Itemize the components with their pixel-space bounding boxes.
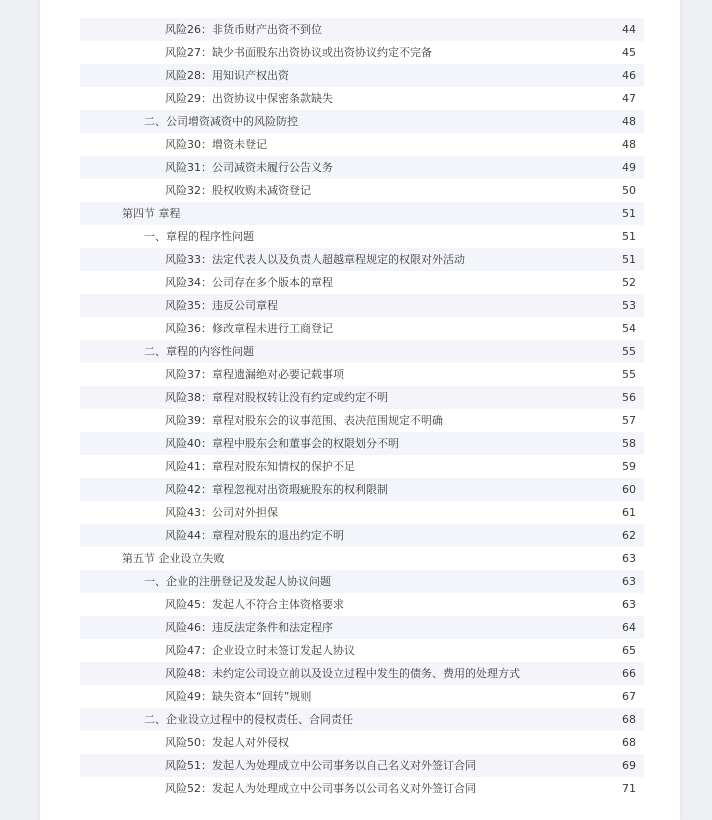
toc-section[interactable] — [80, 547, 644, 570]
toc-entry-label: 风险45：发起人不符合主体资格要求 — [165, 598, 344, 611]
toc-entry[interactable] — [80, 317, 644, 340]
toc-entry[interactable] — [80, 248, 644, 271]
toc-entry[interactable] — [80, 754, 644, 777]
table-of-contents — [80, 18, 644, 800]
toc-entry[interactable] — [80, 501, 644, 524]
toc-entry-page: 48 — [622, 115, 636, 128]
toc-entry-page: 44 — [622, 23, 636, 36]
toc-entry-page: 53 — [622, 299, 636, 312]
toc-entry-label: 风险27：缺少书面股东出资协议或出资协议约定不完备 — [165, 46, 432, 59]
toc-entry-page: 67 — [622, 690, 636, 703]
toc-entry-label: 风险34：公司存在多个版本的章程 — [165, 276, 333, 289]
toc-entry-page: 60 — [622, 483, 636, 496]
toc-entry[interactable] — [80, 524, 644, 547]
toc-entry-label: 风险32：股权收购未减资登记 — [165, 184, 311, 197]
toc-entry-page: 63 — [622, 552, 636, 565]
toc-entry-page: 54 — [622, 322, 636, 335]
toc-section[interactable] — [80, 202, 644, 225]
toc-entry[interactable] — [80, 156, 644, 179]
toc-entry-label: 风险48：未约定公司设立前以及设立过程中发生的债务、费用的处理方式 — [165, 667, 520, 680]
toc-subsection-label: 二、章程的内容性问题 — [144, 345, 254, 358]
toc-entry-page: 69 — [622, 759, 636, 772]
toc-entry-page: 51 — [622, 253, 636, 266]
toc-entry-label: 风险43：公司对外担保 — [165, 506, 278, 519]
toc-entry-label: 风险39：章程对股东会的议事范围、表决范围规定不明确 — [165, 414, 443, 427]
toc-entry-page: 65 — [622, 644, 636, 657]
toc-entry-page: 50 — [622, 184, 636, 197]
toc-entry-label: 风险44：章程对股东的退出约定不明 — [165, 529, 344, 542]
toc-subsection[interactable] — [80, 570, 644, 593]
toc-entry-label: 风险50：发起人对外侵权 — [165, 736, 289, 749]
toc-entry[interactable] — [80, 133, 644, 156]
toc-entry[interactable] — [80, 639, 644, 662]
toc-entry-label: 风险26：非货币财产出资不到位 — [165, 23, 322, 36]
toc-entry[interactable] — [80, 41, 644, 64]
toc-entry-page: 61 — [622, 506, 636, 519]
toc-entry-label: 风险38：章程对股权转让没有约定或约定不明 — [165, 391, 388, 404]
toc-entry-page: 55 — [622, 368, 636, 381]
toc-entry-page: 46 — [622, 69, 636, 82]
toc-entry-label: 风险51：发起人为处理成立中公司事务以自己名义对外签订合同 — [165, 759, 476, 772]
toc-entry-label: 风险47：企业设立时未签订发起人协议 — [165, 644, 355, 657]
toc-entry-label: 风险28：用知识产权出资 — [165, 69, 289, 82]
toc-subsection[interactable] — [80, 708, 644, 731]
toc-entry-page: 49 — [622, 161, 636, 174]
toc-entry-page: 48 — [622, 138, 636, 151]
toc-entry-page: 66 — [622, 667, 636, 680]
toc-entry-page: 62 — [622, 529, 636, 542]
toc-entry[interactable] — [80, 455, 644, 478]
toc-entry-label: 风险52：发起人为处理成立中公司事务以公司名义对外签订合同 — [165, 782, 476, 795]
toc-entry[interactable] — [80, 271, 644, 294]
toc-entry-label: 风险42：章程忽视对出资瑕疵股东的权利限制 — [165, 483, 388, 496]
toc-entry[interactable] — [80, 478, 644, 501]
toc-entry-label: 风险35：违反公司章程 — [165, 299, 278, 312]
toc-entry[interactable] — [80, 386, 644, 409]
toc-entry-page: 58 — [622, 437, 636, 450]
toc-entry[interactable] — [80, 731, 644, 754]
toc-entry-label: 风险49：缺失资本“回转”规则 — [165, 690, 312, 703]
toc-entry-page: 63 — [622, 598, 636, 611]
toc-subsection[interactable] — [80, 225, 644, 248]
toc-entry[interactable] — [80, 87, 644, 110]
toc-entry[interactable] — [80, 616, 644, 639]
toc-entry-page: 71 — [622, 782, 636, 795]
toc-subsection[interactable] — [80, 110, 644, 133]
toc-entry-label: 风险31：公司减资未履行公告义务 — [165, 161, 333, 174]
toc-entry-page: 47 — [622, 92, 636, 105]
toc-entry-page: 56 — [622, 391, 636, 404]
toc-entry-page: 51 — [622, 230, 636, 243]
toc-entry[interactable] — [80, 685, 644, 708]
toc-subsection-label: 二、公司增资减资中的风险防控 — [144, 115, 298, 128]
toc-entry-page: 57 — [622, 414, 636, 427]
toc-entry-page: 63 — [622, 575, 636, 588]
toc-entry-label: 风险33：法定代表人以及负责人超越章程规定的权限对外活动 — [165, 253, 465, 266]
toc-entry-label: 风险46：违反法定条件和法定程序 — [165, 621, 333, 634]
toc-subsection-label: 一、章程的程序性问题 — [144, 230, 254, 243]
toc-subsection-label: 二、企业设立过程中的侵权责任、合同责任 — [144, 713, 353, 726]
toc-entry-page: 51 — [622, 207, 636, 220]
toc-entry-label: 风险41：章程对股东知情权的保护不足 — [165, 460, 355, 473]
toc-entry-label: 风险30：增资未登记 — [165, 138, 267, 151]
toc-entry-page: 68 — [622, 736, 636, 749]
toc-entry[interactable] — [80, 432, 644, 455]
toc-entry-page: 52 — [622, 276, 636, 289]
toc-entry[interactable] — [80, 409, 644, 432]
toc-entry[interactable] — [80, 662, 644, 685]
toc-entry-page: 68 — [622, 713, 636, 726]
toc-entry-label: 风险40：章程中股东会和董事会的权限划分不明 — [165, 437, 399, 450]
toc-entry[interactable] — [80, 363, 644, 386]
toc-subsection[interactable] — [80, 340, 644, 363]
toc-entry-page: 59 — [622, 460, 636, 473]
toc-entry-page: 64 — [622, 621, 636, 634]
toc-entry[interactable] — [80, 593, 644, 616]
toc-entry[interactable] — [80, 64, 644, 87]
toc-entry-label: 风险37：章程遗漏绝对必要记载事项 — [165, 368, 344, 381]
toc-entry-page: 45 — [622, 46, 636, 59]
toc-entry-page: 55 — [622, 345, 636, 358]
toc-entry-label: 风险36：修改章程未进行工商登记 — [165, 322, 333, 335]
toc-subsection-label: 一、企业的注册登记及发起人协议问题 — [144, 575, 331, 588]
toc-entry[interactable] — [80, 179, 644, 202]
toc-entry-label: 风险29：出资协议中保密条款缺失 — [165, 92, 333, 105]
toc-section-label: 第四节 章程 — [122, 207, 181, 220]
toc-section-label: 第五节 企业设立失败 — [122, 552, 225, 565]
toc-entry[interactable] — [80, 18, 644, 41]
toc-entry[interactable] — [80, 294, 644, 317]
toc-entry[interactable] — [80, 777, 644, 800]
